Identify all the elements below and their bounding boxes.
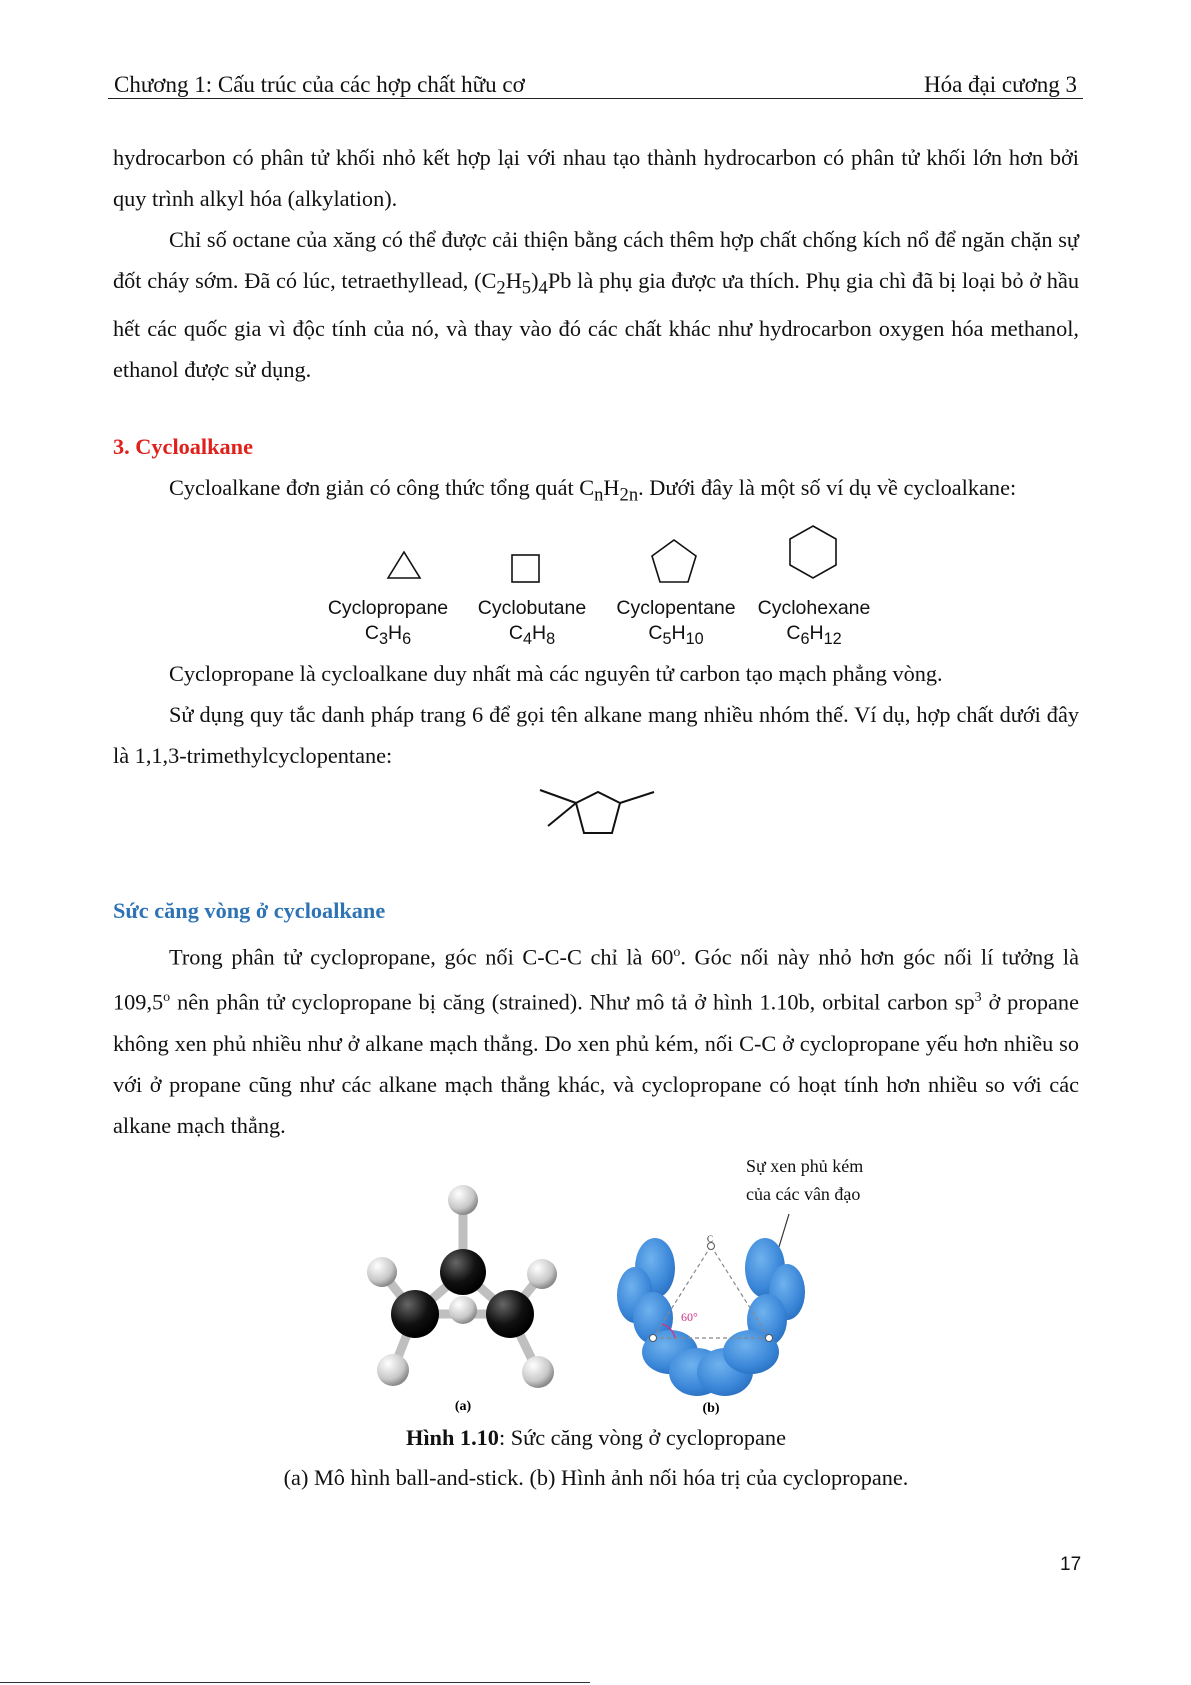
paragraph-text: hydrocarbon có phân tử khối nhỏ kết hợp lại với nhau tạo thành hydrocarbon có phân tử khối lớn hơn bởi quy trình alkyl hóa (alkylation). <box>113 145 1079 211</box>
cyclohexane-label: Cyclohexane $C_6H_{12}$ <box>757 597 871 648</box>
carbon-atom <box>486 1290 534 1338</box>
cyclohexane-structure <box>790 526 836 578</box>
page-number: 17 <box>1060 1554 1082 1575</box>
carbon-atom <box>440 1249 486 1295</box>
cyclobutane-label: Cyclobutane $C_4H_8$ <box>477 597 587 648</box>
ball-and-stick-model <box>360 1182 590 1414</box>
atom-label: C <box>707 1234 714 1244</box>
paragraph-planar: Cyclopropane là cycloalkane duy nhất mà các nguyên tử carbon tạo mạch phẳng vòng. <box>169 661 943 686</box>
paragraph-strain: Trong phân tử cyclopropane, góc nối C-C-C chỉ là 60$^o$. Góc nối này nhỏ hơn góc nối lí tưởng là 109,5$^o$ nên phân tử cyclopropane bị căng (strained). Như mô tả ở hình 1.10b, orbital carbon $sp^3$ ở propane không xen phủ nhiều như ở alkane mạch thẳng. Do xen phủ kém, nối C-C ở cyclopropane yếu hơn nhiều so với ở propane cũng như các alkane mạch thẳng khác, và cyclopropane có hoạt tính hơn nhiều so với các alkane mạch thẳng. <box>113 944 1079 1138</box>
hydrogen-atom <box>522 1356 554 1388</box>
strain-heading <box>113 890 1079 931</box>
hydrogen-atom <box>367 1257 397 1287</box>
cyclopropane-structure <box>388 552 420 578</box>
trimethylcyclopentane-structure <box>530 778 670 848</box>
hydrogen-atom <box>377 1354 409 1386</box>
cyclopentane-structure <box>652 540 696 582</box>
label-a: (a) <box>454 1399 472 1414</box>
caption-subline: (a) Mô hình ball-and-stick. (b) Hình ảnh nối hóa trị của cyclopropane. <box>283 1465 909 1490</box>
orbital-overlap-diagram <box>615 1180 815 1420</box>
section-3-title: 3. Cycloalkane <box>113 434 253 459</box>
carbon-atom <box>391 1290 439 1338</box>
page-header <box>108 58 1083 99</box>
cyclopropane-label: Cyclopropane $C_3H_6$ <box>327 597 449 648</box>
cycloalkane-structures <box>370 522 850 592</box>
footer-rule <box>0 1682 590 1683</box>
hydrogen-atom <box>448 1185 478 1215</box>
angle-label: 60° <box>681 1310 698 1324</box>
figure-caption: Hình 1.10: Sức căng vòng ở cyclopropane (a) Mô hình ball-and-stick. (b) Hình ảnh nối hóa trị của cyclopropane. <box>113 1418 1079 1498</box>
paragraph-alkylation <box>113 137 1079 390</box>
label-b: (b) <box>702 1401 720 1416</box>
strain-title: Sức căng vòng ở cycloalkane <box>113 898 386 923</box>
orbital-annotation: Sự xen phủ kém của các vân đạo <box>746 1156 864 1204</box>
hydrogen-atom <box>527 1259 557 1289</box>
chapter-title: Chương 1: Cấu trúc của các hợp chất hữu cơ <box>114 72 525 97</box>
paragraph-naming: Sử dụng quy tắc danh pháp trang 6 để gọi tên alkane mang nhiều nhóm thế. Ví dụ, hợp chất dưới đây là 1,1,3-trimethylcyclopentane: <box>113 702 1079 768</box>
section-heading <box>113 426 1079 467</box>
caption-label: Hình 1.10 <box>406 1425 499 1450</box>
course-title: Hóa đại cương 3 <box>923 72 1077 97</box>
cyclopentane-label: Cyclopentane $C_5H_{10}$ <box>616 597 736 648</box>
cyclobutane-structure <box>512 555 539 582</box>
hydrogen-atom <box>449 1296 477 1324</box>
paragraph-cycloalkane-intro: Cycloalkane đơn giản có công thức tổng quát $C_nH_{2n}$. Dưới đây là một số ví dụ về cycloalkane: <box>169 475 1017 506</box>
paragraph-octane: Chỉ số octane của xăng có thể được cải thiện bằng cách thêm hợp chất chống kích nổ để ngăn chặn sự đốt cháy sớm. Đã có lúc, tetraethyllead, $(C_2H_5)_4Pb$ là phụ gia được ưa thích. Phụ gia chì đã bị loại bỏ ở hầu hết các quốc gia vì độc tính của nó, và thay vào đó các chất khác như hydrocarbon oxygen hóa methanol, ethanol được sử dụng. <box>113 227 1079 383</box>
